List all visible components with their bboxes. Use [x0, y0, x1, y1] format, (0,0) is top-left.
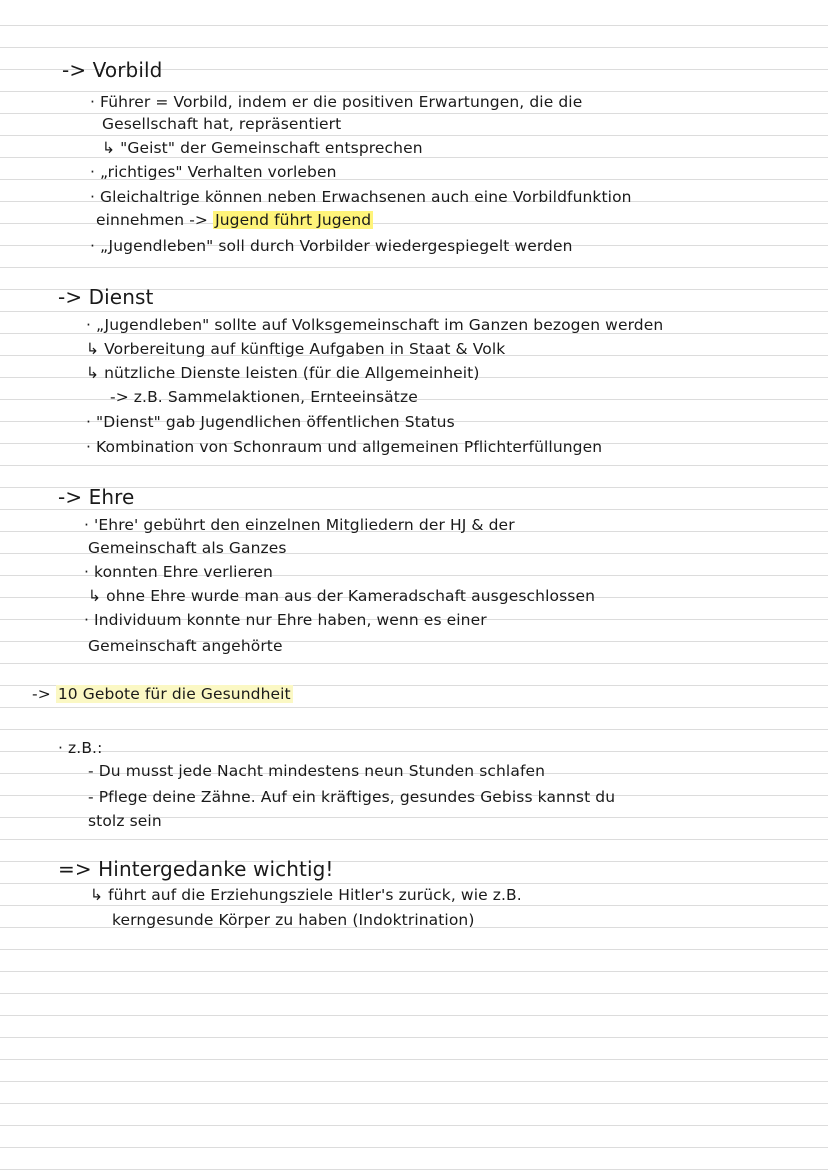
section-heading-gebote — [32, 685, 293, 703]
note-line — [96, 211, 373, 229]
note-line: stolz sein — [88, 812, 162, 830]
note-line: · konnten Ehre verlieren — [84, 563, 273, 581]
note-line: · Führer = Vorbild, indem er die positiven Erwartungen, die die — [90, 93, 583, 111]
note-line: · "Dienst" gab Jugendlichen öffentlichen Status — [86, 413, 455, 431]
note-line: · „Jugendleben" sollte auf Volksgemeinschaft im Ganzen bezogen werden — [86, 316, 664, 334]
note-line: Gemeinschaft angehörte — [88, 637, 283, 655]
note-line: ↳ Vorbereitung auf künftige Aufgaben in Staat & Volk — [86, 340, 506, 358]
section-heading-dienst: -> Dienst — [58, 285, 154, 309]
note-line: ↳ ohne Ehre wurde man aus der Kameradschaft ausgeschlossen — [88, 587, 596, 605]
note-line: ↳ "Geist" der Gemeinschaft entsprechen — [102, 139, 423, 157]
highlighted-heading: 10 Gebote für die Gesundheit — [57, 685, 291, 703]
note-line: Gesellschaft hat, repräsentiert — [102, 115, 342, 133]
note-line: - Du musst jede Nacht mindestens neun Stunden schlafen — [88, 762, 546, 780]
note-line: · z.B.: — [58, 739, 103, 757]
note-line: kerngesunde Körper zu haben (Indoktrination) — [112, 911, 475, 929]
note-text: einnehmen -> — [96, 211, 209, 229]
note-line: -> z.B. Sammelaktionen, Ernteeinsätze — [110, 388, 418, 406]
note-line: · Individuum konnte nur Ehre haben, wenn es einer — [84, 611, 487, 629]
note-line: · „Jugendleben" soll durch Vorbilder wiedergespiegelt werden — [90, 237, 573, 255]
note-line: · „richtiges" Verhalten vorleben — [90, 163, 337, 181]
arrow-text: -> — [32, 685, 51, 703]
note-line: ↳ führt auf die Erziehungsziele Hitler's zurück, wie z.B. — [90, 886, 522, 904]
note-line: · Kombination von Schonraum und allgemeinen Pflichterfüllungen — [86, 438, 603, 456]
note-line: ↳ nützliche Dienste leisten (für die Allgemeinheit) — [86, 364, 480, 382]
note-line: - Pflege deine Zähne. Auf ein kräftiges, gesundes Gebiss kannst du — [88, 788, 616, 806]
note-line: Gemeinschaft als Ganzes — [88, 539, 287, 557]
note-line: · 'Ehre' gebührt den einzelnen Mitgliedern der HJ & der — [84, 516, 515, 534]
section-heading-hintergedanke: => Hintergedanke wichtig! — [58, 857, 334, 881]
highlighted-text: Jugend führt Jugend — [215, 211, 372, 229]
note-line: · Gleichaltrige können neben Erwachsenen auch eine Vorbildfunktion — [90, 188, 632, 206]
section-heading-ehre: -> Ehre — [58, 485, 135, 509]
section-heading-vorbild: -> Vorbild — [62, 58, 163, 82]
